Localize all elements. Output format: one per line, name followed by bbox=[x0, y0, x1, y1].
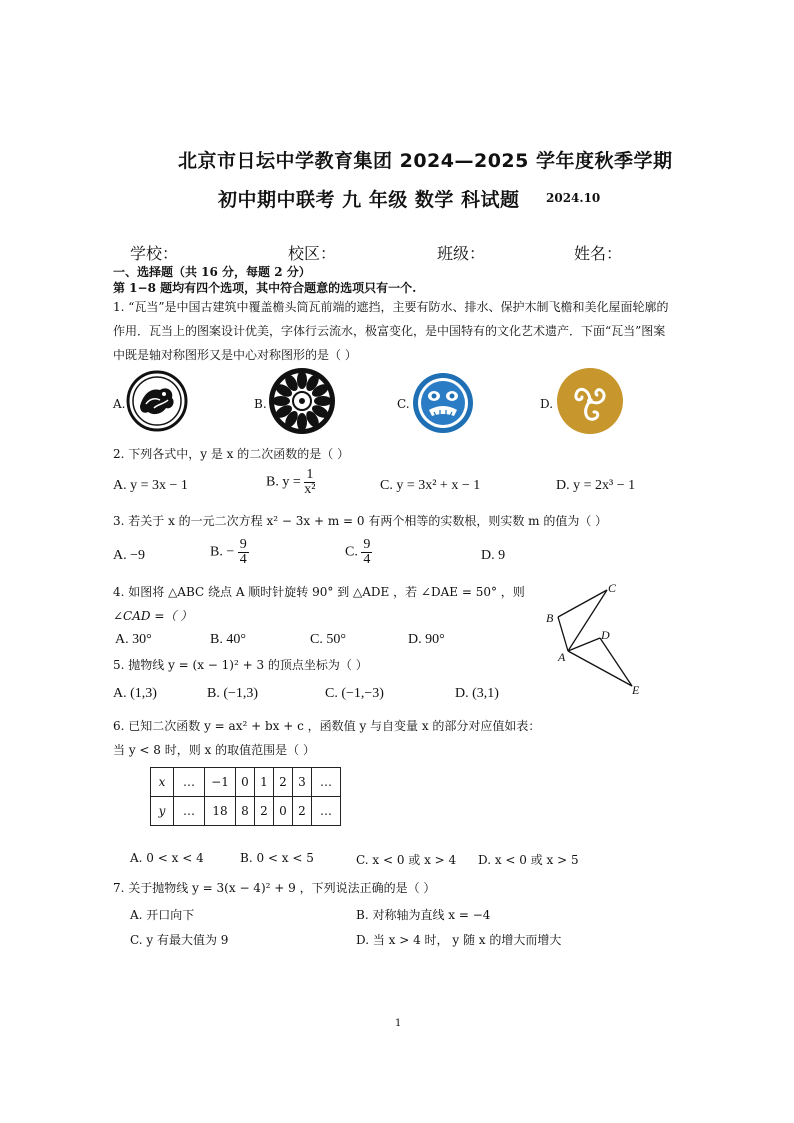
table-cell: 1 bbox=[255, 768, 274, 797]
q2-option-b-fraction bbox=[304, 468, 315, 497]
table-cell: 2 bbox=[274, 768, 293, 797]
q3-option-c-denominator: 4 bbox=[363, 552, 371, 567]
q3-option-d: D. 9 bbox=[481, 548, 506, 563]
q3-option-c-prefix: C. bbox=[345, 544, 358, 560]
q4-label-c: C bbox=[608, 581, 617, 595]
table-cell: 2 bbox=[255, 797, 274, 826]
q4-label-d: D bbox=[601, 628, 610, 642]
q3-option-c-numerator: 9 bbox=[363, 537, 371, 552]
q3-option-b-prefix: B. − bbox=[210, 544, 235, 560]
q6-option-d: D. x < 0 或 x > 5 bbox=[478, 853, 579, 867]
q6-value-table bbox=[150, 767, 341, 826]
q4-option-d: D. 90° bbox=[408, 632, 445, 647]
tile-d-cloud-image bbox=[556, 367, 624, 435]
q2-option-a: A. y = 3x − 1 bbox=[113, 478, 188, 493]
q3-option-b-numerator: 9 bbox=[239, 537, 247, 552]
exam-date: 2024.10 bbox=[546, 191, 601, 205]
q2-option-b-denominator: x² bbox=[304, 482, 316, 497]
q2-option-b bbox=[266, 468, 315, 497]
q7-option-d: D. 当 x > 4 时， y 随 x 的增大而增大 bbox=[356, 933, 562, 947]
name-field-label: 姓名： bbox=[574, 244, 623, 263]
table-cell: … bbox=[312, 797, 341, 826]
table-cell: … bbox=[312, 768, 341, 797]
q1-option-a-label: A. bbox=[113, 397, 126, 411]
section-heading: 一、选择题（共 16 分，每题 2 分） bbox=[113, 265, 311, 279]
q4-line2: ∠CAD =（ ） bbox=[113, 609, 193, 623]
table-row bbox=[151, 768, 341, 797]
q3-option-c-fraction bbox=[361, 538, 372, 567]
q3-option-c bbox=[345, 538, 372, 567]
q5-option-b: B. (−1,3) bbox=[207, 686, 259, 701]
exam-title-line2: 初中期中联考 九 年级 数学 科试题 bbox=[218, 189, 520, 211]
q1-line3: 中既是轴对称图形又是中心对称图形的是（ ） bbox=[113, 348, 357, 362]
q5-option-a: A. (1,3) bbox=[113, 686, 157, 701]
q4-label-b: B bbox=[546, 611, 554, 625]
q5-option-c: C. (−1,−3) bbox=[325, 686, 384, 701]
table-row bbox=[151, 797, 341, 826]
q1-line1: 1. “瓦当”是中国古建筑中覆盖檐头筒瓦前端的遮挡，主要有防水、排水、保护木制飞檐和美化屋面轮廓的 bbox=[113, 300, 669, 314]
q2-stem: 2. 下列各式中，y 是 x 的二次函数的是（ ） bbox=[113, 447, 350, 461]
q4-rotation-figure bbox=[540, 578, 650, 698]
page-number: 1 bbox=[395, 1018, 402, 1029]
tile-a-tiger-image bbox=[126, 370, 188, 432]
q3-option-b-denominator: 4 bbox=[239, 552, 247, 567]
q7-stem: 7. 关于抛物线 y = 3(x − 4)² + 9 ，下列说法正确的是（ ） bbox=[113, 881, 436, 895]
q5-option-d: D. (3,1) bbox=[455, 686, 499, 701]
q3-option-a: A. −9 bbox=[113, 548, 146, 563]
table-cell: x bbox=[151, 768, 174, 797]
table-cell: 8 bbox=[236, 797, 255, 826]
q4-option-b: B. 40° bbox=[210, 632, 246, 647]
q5-stem: 5. 抛物线 y = (x − 1)² + 3 的顶点坐标为（ ） bbox=[113, 658, 368, 672]
q4-option-c: C. 50° bbox=[310, 632, 346, 647]
q6-option-a: A. 0 < x < 4 bbox=[130, 851, 204, 865]
q4-line1: 4. 如图将 △ABC 绕点 A 顺时针旋转 90° 到 △ADE ，若 ∠DAE = 50° ，则 bbox=[113, 585, 525, 599]
q2-option-b-numerator: 1 bbox=[304, 468, 315, 483]
q2-option-b-prefix: B. y = bbox=[266, 474, 301, 490]
q4-label-e: E bbox=[632, 683, 640, 697]
q1-option-d-label: D. bbox=[540, 397, 554, 411]
tile-c-beast-face-image bbox=[412, 372, 474, 434]
q6-option-c: C. x < 0 或 x > 4 bbox=[356, 853, 457, 867]
q7-option-c: C. y 有最大值为 9 bbox=[130, 933, 229, 947]
table-cell: 18 bbox=[205, 797, 236, 826]
q1-line2: 作用．瓦当上的图案设计优美，字体行云流水，极富变化，是中国特有的文化艺术遗产．下面“瓦当”图案 bbox=[113, 324, 666, 338]
class-field-label: 班级： bbox=[437, 244, 486, 263]
table-cell: 2 bbox=[293, 797, 312, 826]
q2-option-c: C. y = 3x² + x − 1 bbox=[380, 478, 481, 493]
school-field-label: 学校： bbox=[130, 244, 179, 263]
q4-label-a: A bbox=[558, 650, 566, 664]
table-cell: 0 bbox=[274, 797, 293, 826]
section-instruction: 第 1−8 题均有四个选项，其中符合题意的选项只有一个. bbox=[113, 281, 417, 295]
table-cell: 0 bbox=[236, 768, 255, 797]
q6-option-b: B. 0 < x < 5 bbox=[240, 851, 314, 865]
table-cell: −1 bbox=[205, 768, 236, 797]
q6-line2: 当 y < 8 时，则 x 的取值范围是（ ） bbox=[113, 743, 315, 757]
q1-option-c-label: C. bbox=[397, 397, 410, 411]
table-cell: … bbox=[174, 797, 205, 826]
q2-option-d: D. y = 2x³ − 1 bbox=[556, 478, 636, 493]
table-cell: y bbox=[151, 797, 174, 826]
q7-option-a: A. 开口向下 bbox=[130, 908, 195, 922]
q3-option-b-fraction bbox=[238, 538, 249, 567]
q7-option-b: B. 对称轴为直线 x = −4 bbox=[356, 908, 491, 922]
q6-line1: 6. 已知二次函数 y = ax² + bx + c ，函数值 y 与自变量 x 的部分对应值如表： bbox=[113, 719, 541, 733]
table-cell: 3 bbox=[293, 768, 312, 797]
tile-b-lotus-image bbox=[268, 367, 336, 435]
q1-option-b-label: B. bbox=[254, 397, 267, 411]
campus-field-label: 校区： bbox=[288, 244, 337, 263]
table-cell: … bbox=[174, 768, 205, 797]
q3-stem: 3. 若关于 x 的一元二次方程 x² − 3x + m = 0 有两个相等的实数根，则实数 m 的值为（ ） bbox=[113, 514, 608, 528]
q3-option-b bbox=[210, 538, 249, 567]
q4-option-a: A. 30° bbox=[115, 632, 152, 647]
exam-title-line1: 北京市日坛中学教育集团 2024—2025 学年度秋季学期 bbox=[178, 150, 673, 172]
